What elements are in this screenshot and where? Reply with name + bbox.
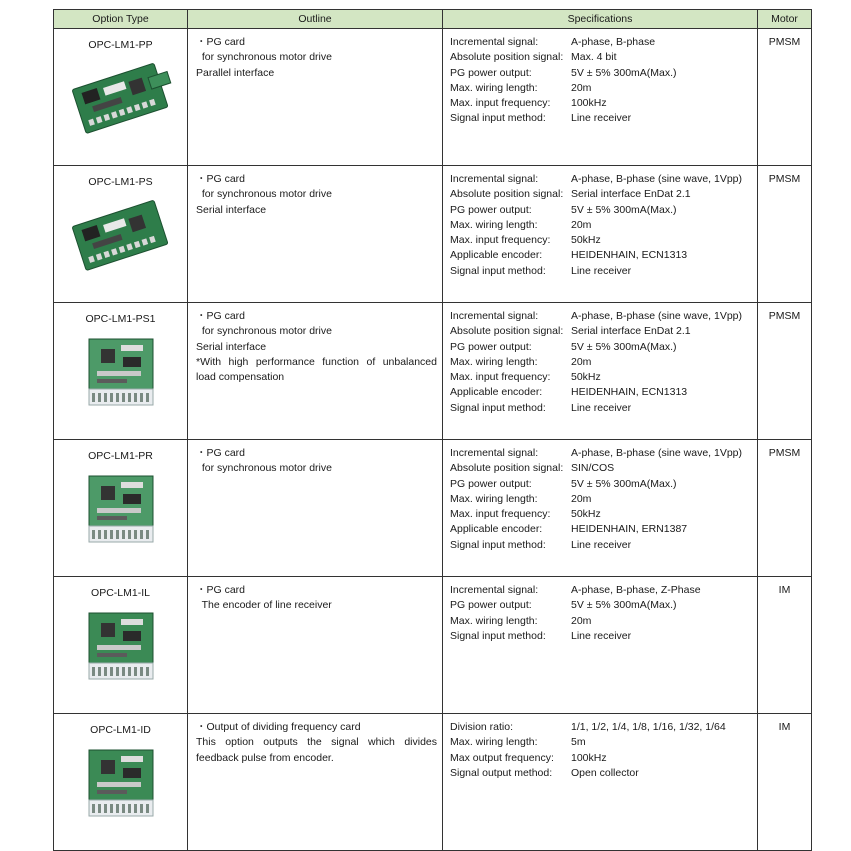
option-name: OPC-LM1-IL [91, 587, 150, 599]
outline-cell [188, 440, 443, 577]
spec-value: A-phase, B-phase (sine wave, 1Vpp) [571, 310, 743, 322]
spec-row [450, 218, 757, 233]
outline-cell [188, 29, 443, 166]
spec-row [450, 233, 757, 248]
table-body [54, 29, 812, 851]
option-name: OPC-LM1-ID [90, 724, 151, 736]
spec-row [450, 583, 757, 598]
spec-row [450, 370, 757, 385]
spec-row [450, 507, 757, 522]
spec-value: 5V ± 5% 300mA(Max.) [571, 203, 677, 216]
spec-row [450, 248, 757, 263]
outline-line: ・PG card [196, 447, 246, 459]
spec-value: 100kHz [571, 751, 607, 764]
pcb-board-image [67, 57, 175, 139]
spec-label: Max. input frequency: [450, 371, 551, 384]
spec-label: Incremental signal: [450, 447, 539, 459]
motor-cell: IM [758, 714, 812, 851]
outline-line: The encoder of line receiver [196, 599, 332, 612]
spec-value: 20m [571, 614, 592, 627]
outline-cell [188, 303, 443, 440]
spec-label: Max. input frequency: [450, 97, 551, 110]
outline-line: for synchronous motor drive [196, 462, 332, 475]
spec-row [450, 81, 757, 96]
pcb-board-image [67, 331, 175, 413]
spec-value: SIN/COS [571, 462, 615, 475]
spec-label: Applicable encoder: [450, 386, 543, 399]
table-row [54, 440, 812, 577]
option-type-cell [54, 577, 188, 714]
spec-value: A-phase, B-phase (sine wave, 1Vpp) [571, 173, 743, 185]
outline-cell [188, 166, 443, 303]
table-row [54, 714, 812, 851]
spec-value: Line receiver [571, 629, 632, 642]
spec-row [450, 172, 757, 187]
spec-label: Signal input method: [450, 112, 546, 125]
spec-label: Max. wiring length: [450, 614, 538, 627]
option-spec-table [53, 9, 812, 851]
spec-label: Signal output method: [450, 766, 553, 779]
spec-row [450, 720, 757, 735]
specifications-cell [443, 29, 758, 166]
spec-value: 20m [571, 355, 592, 368]
table-header-row [54, 10, 812, 29]
spec-label: PG power output: [450, 477, 532, 490]
spec-row [450, 598, 757, 613]
spec-label: PG power output: [450, 340, 532, 353]
spec-value: A-phase, B-phase (sine wave, 1Vpp) [571, 447, 743, 459]
spec-value: 50kHz [571, 508, 601, 521]
pcb-board-image [67, 605, 175, 687]
spec-value: HEIDENHAIN, ECN1313 [571, 386, 688, 399]
spec-row [450, 111, 757, 126]
spec-value: 20m [571, 492, 592, 505]
spec-value: 20m [571, 81, 592, 94]
spec-label: Max. input frequency: [450, 234, 551, 247]
spec-label: Max. wiring length: [450, 218, 538, 231]
spec-label: Max output frequency: [450, 751, 554, 764]
spec-label: Incremental signal: [450, 173, 539, 185]
spec-row [450, 355, 757, 370]
spec-label: Signal input method: [450, 264, 546, 277]
spec-row [450, 264, 757, 279]
spec-label: Applicable encoder: [450, 523, 543, 536]
spec-value: Open collector [571, 766, 639, 779]
spec-value: 50kHz [571, 234, 601, 247]
spec-value: Max. 4 bit [571, 51, 617, 64]
table-row [54, 303, 812, 440]
spec-value: Line receiver [571, 112, 632, 125]
motor-cell: PMSM [758, 440, 812, 577]
spec-label: Incremental signal: [450, 36, 539, 48]
spec-label: Signal input method: [450, 401, 546, 414]
motor-cell: IM [758, 577, 812, 714]
spec-row [450, 492, 757, 507]
option-type-cell [54, 166, 188, 303]
spec-value: A-phase, B-phase, Z-Phase [571, 584, 701, 596]
spec-label: Division ratio: [450, 721, 514, 733]
spec-label: Max. wiring length: [450, 81, 538, 94]
spec-row [450, 309, 757, 324]
spec-row [450, 751, 757, 766]
spec-value: 50kHz [571, 371, 601, 384]
spec-row [450, 401, 757, 416]
motor-cell: PMSM [758, 166, 812, 303]
spec-row [450, 324, 757, 339]
header-outline: Outline [188, 10, 443, 29]
spec-row [450, 629, 757, 644]
header-motor: Motor [758, 10, 812, 29]
spec-label: Absolute position signal: [450, 51, 564, 64]
option-type-cell [54, 714, 188, 851]
outline-line: ・PG card [196, 36, 246, 48]
outline-line: ・Output of dividing frequency card [196, 721, 361, 733]
spec-row [450, 35, 757, 50]
specifications-cell [443, 303, 758, 440]
motor-cell: PMSM [758, 29, 812, 166]
outline-cell [188, 577, 443, 714]
spec-label: Absolute position signal: [450, 325, 564, 338]
motor-cell: PMSM [758, 303, 812, 440]
specifications-cell [443, 577, 758, 714]
outline-line: for synchronous motor drive [196, 188, 332, 201]
spec-value: 5V ± 5% 300mA(Max.) [571, 66, 677, 79]
header-specifications: Specifications [443, 10, 758, 29]
outline-line: ・PG card [196, 310, 246, 322]
table-row [54, 29, 812, 166]
specifications-cell [443, 714, 758, 851]
spec-label: Absolute position signal: [450, 462, 564, 475]
outline-cell [188, 714, 443, 851]
spec-label: Absolute position signal: [450, 188, 564, 201]
spec-value: Serial interface EnDat 2.1 [571, 188, 691, 201]
pcb-board-image [67, 468, 175, 550]
spec-value: Line receiver [571, 401, 632, 414]
spec-row [450, 50, 757, 65]
outline-line: ・PG card [196, 173, 246, 185]
spec-row [450, 461, 757, 476]
spec-row [450, 96, 757, 111]
outline-line: Parallel interface [196, 66, 275, 79]
option-type-cell [54, 303, 188, 440]
spec-label: PG power output: [450, 599, 532, 612]
spec-row [450, 477, 757, 492]
spec-label: Incremental signal: [450, 584, 539, 596]
outline-line: ・PG card [196, 584, 246, 596]
spec-row [450, 385, 757, 400]
spec-label: PG power output: [450, 66, 532, 79]
spec-value: 5m [571, 736, 586, 749]
option-name: OPC-LM1-PR [88, 450, 153, 462]
outline-line: Serial interface [196, 340, 267, 353]
spec-value: 5V ± 5% 300mA(Max.) [571, 477, 677, 490]
outline-line: Serial interface [196, 203, 267, 216]
spec-value: 1/1, 1/2, 1/4, 1/8, 1/16, 1/32, 1/64 [571, 721, 726, 733]
outline-line: *With high performance function of unbalanced load compensation [196, 355, 437, 384]
option-type-cell [54, 29, 188, 166]
header-option-type: Option Type [54, 10, 188, 29]
spec-label: Signal input method: [450, 629, 546, 642]
spec-row [450, 203, 757, 218]
outline-line: for synchronous motor drive [196, 325, 332, 338]
table-row [54, 166, 812, 303]
spec-value: 20m [571, 218, 592, 231]
spec-row [450, 538, 757, 553]
spec-value: HEIDENHAIN, ECN1313 [571, 249, 688, 262]
spec-value: A-phase, B-phase [571, 36, 656, 48]
pcb-board-image [67, 742, 175, 824]
option-name: OPC-LM1-PP [88, 39, 153, 51]
outline-line: for synchronous motor drive [196, 51, 332, 64]
spec-row [450, 614, 757, 629]
spec-value: 100kHz [571, 97, 607, 110]
pcb-board-image [67, 194, 175, 276]
spec-row [450, 66, 757, 81]
spec-label: Signal input method: [450, 538, 546, 551]
spec-value: 5V ± 5% 300mA(Max.) [571, 599, 677, 612]
spec-label: Max. wiring length: [450, 355, 538, 368]
spec-row [450, 446, 757, 461]
spec-row [450, 340, 757, 355]
spec-value: Serial interface EnDat 2.1 [571, 325, 691, 338]
spec-value: HEIDENHAIN, ERN1387 [571, 523, 688, 536]
table-row [54, 577, 812, 714]
spec-value: 5V ± 5% 300mA(Max.) [571, 340, 677, 353]
spec-row [450, 766, 757, 781]
option-name: OPC-LM1-PS [88, 176, 153, 188]
spec-label: PG power output: [450, 203, 532, 216]
spec-label: Incremental signal: [450, 310, 539, 322]
spec-row [450, 735, 757, 750]
specifications-cell [443, 440, 758, 577]
option-type-cell [54, 440, 188, 577]
spec-row [450, 522, 757, 537]
spec-row [450, 187, 757, 202]
spec-label: Max. wiring length: [450, 492, 538, 505]
spec-value: Line receiver [571, 264, 632, 277]
option-name: OPC-LM1-PS1 [85, 313, 156, 325]
specifications-cell [443, 166, 758, 303]
spec-label: Max. wiring length: [450, 736, 538, 749]
outline-line: This option outputs the signal which divides feedback pulse from encoder. [196, 736, 437, 764]
spec-label: Max. input frequency: [450, 508, 551, 521]
spec-label: Applicable encoder: [450, 249, 543, 262]
spec-value: Line receiver [571, 538, 632, 551]
